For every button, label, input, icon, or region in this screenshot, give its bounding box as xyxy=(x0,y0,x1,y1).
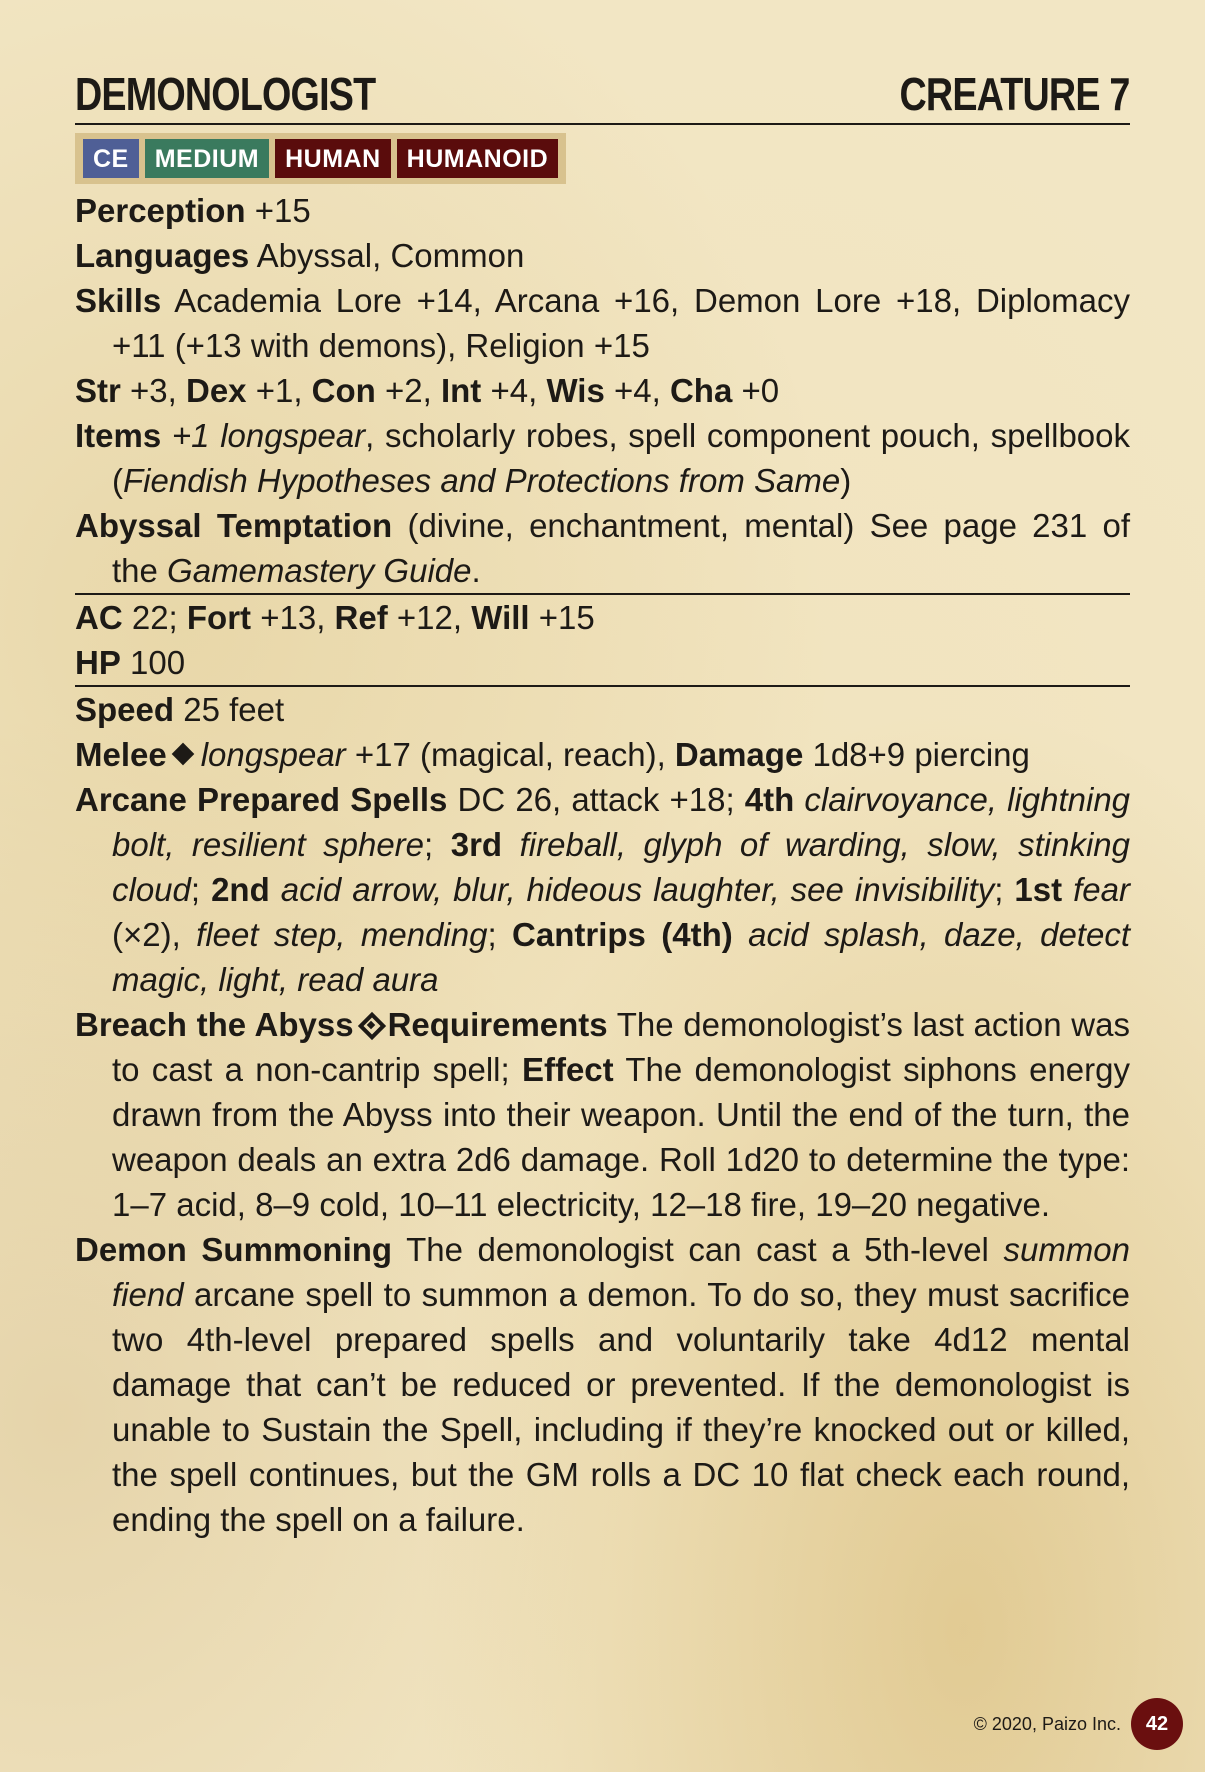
rank-2-label: 2nd xyxy=(211,871,270,908)
ac-label: AC xyxy=(75,599,123,636)
int-value: +4 xyxy=(490,372,529,409)
trait-bar xyxy=(75,133,566,184)
temptation-label: Abyssal Temptation xyxy=(75,507,393,544)
temptation-end: . xyxy=(471,552,481,589)
summoning-text-a: The demonologist can cast a 5th-level xyxy=(406,1231,989,1268)
reaction-action-icon xyxy=(358,1012,384,1038)
creature-name: DEMONOLOGIST xyxy=(75,68,376,120)
cha-value: +0 xyxy=(741,372,780,409)
trait-human: HUMAN xyxy=(275,139,391,178)
items-close: ) xyxy=(840,462,852,499)
summoning-spell: summon fiend xyxy=(112,1231,1131,1313)
summoning-label: Demon Summoning xyxy=(75,1231,393,1268)
hp-label: HP xyxy=(75,644,121,681)
str-value: +3 xyxy=(130,372,168,409)
languages-value: Abyssal, Common xyxy=(256,237,525,274)
rank-3-spells: fireball, glyph of warding, slow, stinking cloud xyxy=(112,826,1131,908)
str-label: Str xyxy=(75,372,121,409)
hp-line xyxy=(75,640,1130,685)
items-label: Items xyxy=(75,417,162,454)
spells-dc: DC 26, attack +18; xyxy=(457,781,735,818)
cha-label: Cha xyxy=(669,372,733,409)
rank-4-label: 4th xyxy=(744,781,795,818)
wis-label: Wis xyxy=(546,372,605,409)
defense-line xyxy=(75,595,1130,640)
stat-block xyxy=(75,65,1130,1542)
trait-humanoid: HUMANOID xyxy=(397,139,559,178)
items-line xyxy=(75,413,1130,503)
items-weapon: +1 longspear xyxy=(171,417,366,454)
ref-label: Ref xyxy=(334,599,388,636)
melee-weapon: longspear xyxy=(200,736,346,773)
items-book: Fiendish Hypotheses and Protections from Same xyxy=(123,462,841,499)
dex-label: Dex xyxy=(185,372,247,409)
cantrips-label: Cantrips (4th) xyxy=(512,916,733,953)
effect-label: Effect xyxy=(521,1051,614,1088)
rank-4-spells: clairvoyance, lightning bolt, resilient sphere xyxy=(112,781,1131,863)
rank-1-count: (×2), xyxy=(112,916,181,953)
single-action-icon xyxy=(171,742,197,768)
temptation-text: (divine, enchantment, mental) See page 231 of the xyxy=(112,507,1131,589)
melee-line xyxy=(75,732,1130,777)
will-value: +15 xyxy=(538,599,595,636)
ref-value: +12, xyxy=(396,599,463,636)
skills-line xyxy=(75,278,1130,368)
creature-level: CREATURE 7 xyxy=(899,68,1130,120)
dex-value: +1 xyxy=(255,372,294,409)
rank-1-spell-fear: fear xyxy=(1073,871,1130,908)
spells-label: Arcane Prepared Spells xyxy=(75,781,448,818)
skills-value: Academia Lore +14, Arcana +16, Demon Lore +18, Diplomacy +11 (+13 with demons), Religion +15 xyxy=(112,282,1130,364)
speed-label: Speed xyxy=(75,691,175,728)
speed-value: 25 feet xyxy=(183,691,285,728)
summoning-text-b: arcane spell to summon a demon. To do so, they must sacrifice two 4th-level prepared spells and voluntarily take 4d12 mental damage that can’t be reduced or prevented. If the demonologist is unable to Sustain the Spell, including if they’re knocked out or killed, the spell continues, but the GM rolls a DC 10 flat check each round, ending the spell on a failure. xyxy=(112,1276,1130,1538)
perception-value: +15 xyxy=(254,192,311,229)
rank-3-label: 3rd xyxy=(450,826,503,863)
rank-2-spells: acid arrow, blur, hideous laughter, see invisibility xyxy=(280,871,995,908)
temptation-line xyxy=(75,503,1130,593)
breach-line xyxy=(75,1002,1130,1227)
requirements-text: The demonologist’s last action was to cast a non-cantrip spell; xyxy=(112,1006,1130,1088)
temptation-source: Gamemastery Guide xyxy=(167,552,472,589)
perception-line xyxy=(75,188,1130,233)
perception-label: Perception xyxy=(75,192,246,229)
title-row xyxy=(75,65,1130,125)
melee-label: Melee xyxy=(75,736,167,773)
rank-1-spells: fleet step, mending xyxy=(196,916,488,953)
fort-label: Fort xyxy=(186,599,252,636)
page-footer xyxy=(974,1698,1183,1750)
damage-label: Damage xyxy=(674,736,804,773)
breach-label: Breach the Abyss xyxy=(75,1006,354,1043)
hp-value: 100 xyxy=(130,644,186,681)
cantrip-spells: acid splash, daze, detect magic, light, read aura xyxy=(112,916,1131,998)
languages-label: Languages xyxy=(75,237,250,274)
speed-line xyxy=(75,687,1130,732)
languages-line xyxy=(75,233,1130,278)
abilities-line: Str +3, Dex +1, Con +2, Int +4, Wis +4, Cha +0 xyxy=(75,372,780,409)
con-label: Con xyxy=(311,372,376,409)
spells-line: Arcane Prepared Spells DC 26, attack +18; 4th clairvoyance, lightning bolt, resilient sphere; 3rd fireball, glyph of warding, slow, stinking cloud; 2nd acid arrow, blur, hideous laughter, see invisibility; 1st fear (×2), fleet step, mending; Cantrips (4th) acid splash, daze, detect magic, light, read aura xyxy=(75,781,1131,998)
trait-alignment: CE xyxy=(83,139,139,178)
melee-attack: +17 (magical, reach), xyxy=(354,736,666,773)
skills-label: Skills xyxy=(75,282,162,319)
ac-value: 22; xyxy=(131,599,178,636)
items-rest: , scholarly robes, spell component pouch, spellbook ( xyxy=(112,417,1130,499)
con-value: +2 xyxy=(385,372,423,409)
will-label: Will xyxy=(471,599,530,636)
damage-value: 1d8+9 piercing xyxy=(812,736,1030,773)
wis-value: +4 xyxy=(614,372,652,409)
summoning-line xyxy=(75,1227,1130,1542)
requirements-label: Requirements xyxy=(387,1006,608,1043)
copyright: © 2020, Paizo Inc. xyxy=(973,1713,1121,1734)
fort-value: +13, xyxy=(260,599,326,636)
effect-text: The demonologist siphons energy drawn from the Abyss into their weapon. Until the end of the turn, the weapon deals an extra 2d6 damage. Roll 1d20 to determine the type: 1–7 acid, 8–9 cold, 10–11 electricity, 12–18 fire, 19–20 negative. xyxy=(112,1051,1130,1223)
page-number: 42 xyxy=(1131,1698,1183,1750)
rank-1-label: 1st xyxy=(1014,871,1063,908)
int-label: Int xyxy=(440,372,482,409)
trait-size: MEDIUM xyxy=(145,139,269,178)
